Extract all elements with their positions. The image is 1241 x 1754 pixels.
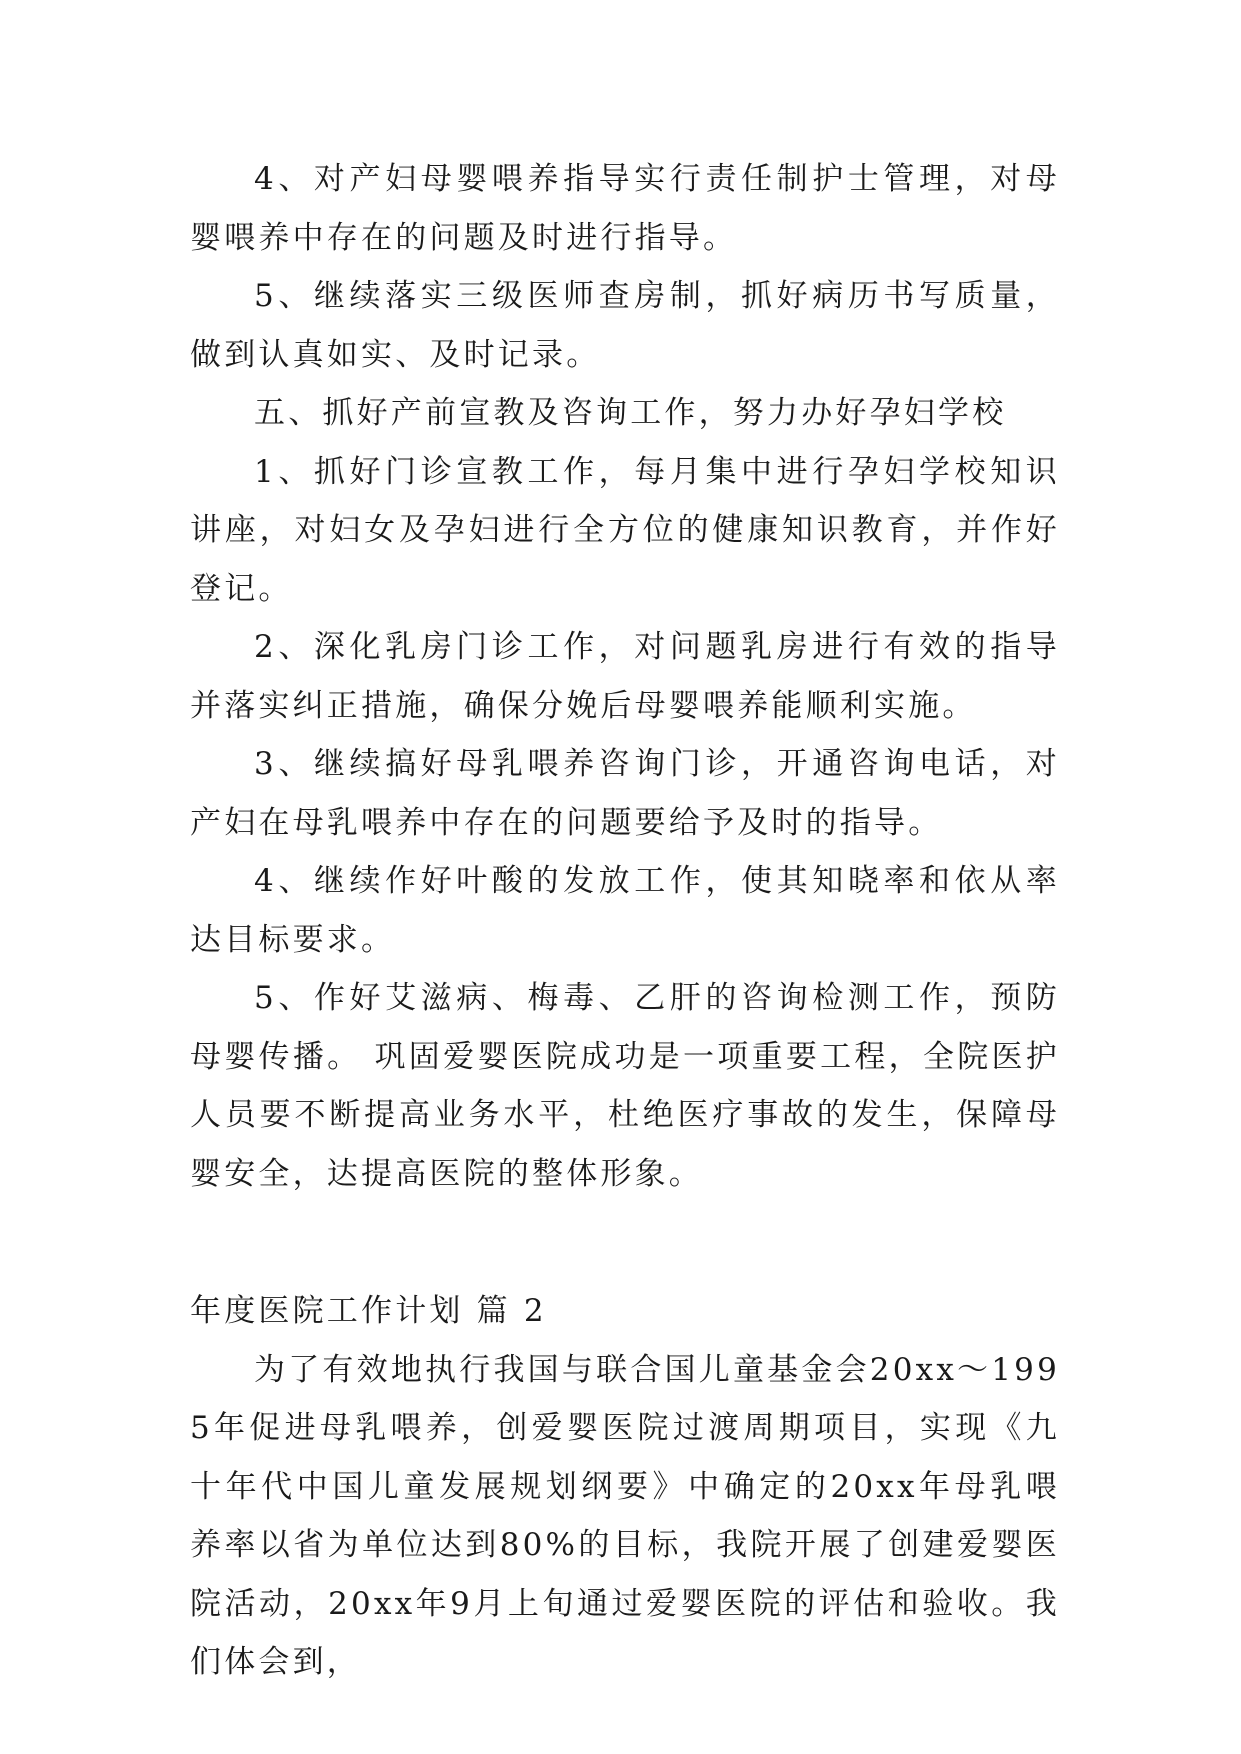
paragraph-4-feeding-guidance: 4、对产妇母婴喂养指导实行责任制护士管理，对母婴喂养中存在的问题及时进行指导。 [190, 161, 1060, 256]
paragraph-1-outpatient-education: 1、抓好门诊宣教工作，每月集中进行孕妇学校知识讲座，对妇女及孕妇进行全方位的健康知识教育，并作好登记。 [190, 453, 1060, 607]
paragraph-4-folic-acid: 4、继续作好叶酸的发放工作，使其知晓率和依从率达目标要求。 [190, 863, 1060, 958]
paragraph-2-breast-clinic: 2、深化乳房门诊工作，对问题乳房进行有效的指导并落实纠正措施，确保分娩后母婴喂养能顺利实施。 [190, 629, 1060, 724]
paragraph-intro-plan-2: 为了有效地执行我国与联合国儿童基金会20xx～1995年促进母乳喂养，创爱婴医院过渡周期项目，实现《九十年代中国儿童发展规划纲要》中确定的20xx年母乳喂养率以省为单位达到80%的目标，我院开展了创建爱婴医院活动，20xx年9月上旬通过爱婴医院的评估和验收。我们体会到， [190, 1351, 1060, 1680]
paragraph-5-disease-prevention: 5、作好艾滋病、梅毒、乙肝的咨询检测工作，预防母婴传播。 巩固爱婴医院成功是一项重要工程，全院医护人员要不断提高业务水平，杜绝医疗事故的发生，保障母婴安全，达提高医院的整体形象。 [190, 980, 1060, 1192]
section-five-title: 五、抓好产前宣教及咨询工作，努力办好孕妇学校 [254, 395, 1007, 431]
document-page [190, 150, 1060, 1692]
paragraph-3-breastfeeding-consult: 3、继续搞好母乳喂养咨询门诊，开通咨询电话，对产妇在母乳喂养中存在的问题要给予及时的指导。 [190, 746, 1060, 841]
paragraph-5-ward-rounds: 5、继续落实三级医师查房制，抓好病历书写质量，做到认真如实、及时记录。 [190, 278, 1060, 373]
section-heading: 年度医院工作计划 篇 2 [190, 1293, 547, 1329]
